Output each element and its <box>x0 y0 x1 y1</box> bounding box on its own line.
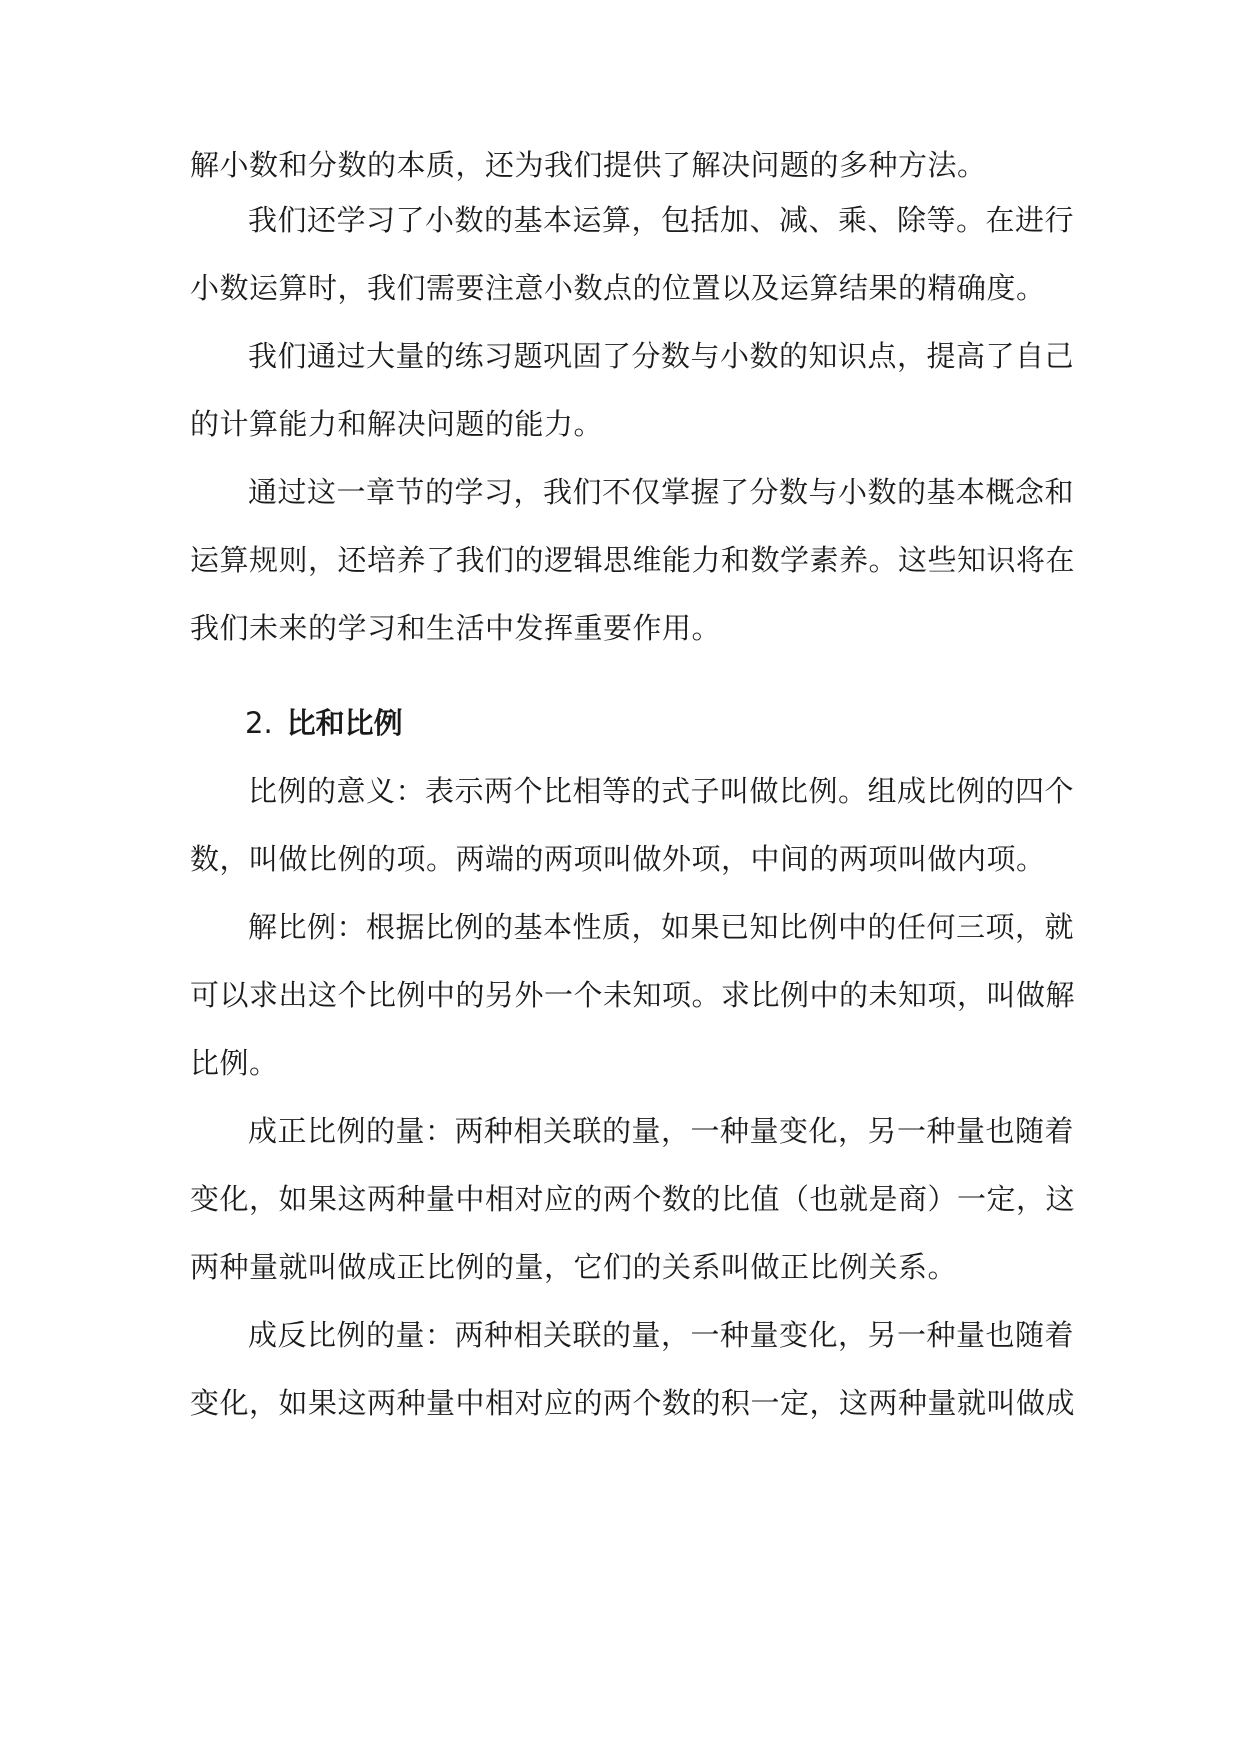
text-line: 我们未来的学习和生活中发挥重要作用。 <box>190 611 722 645</box>
section-heading <box>245 703 403 743</box>
section-title: 比和比例 <box>286 706 403 740</box>
text-line: 两种量就叫做成正比例的量，它们的关系叫做正比例关系。 <box>190 1250 958 1284</box>
document-page <box>190 0 1076 1754</box>
text-line: 运算规则，还培养了我们的逻辑思维能力和数学素养。这些知识将在 <box>190 543 1076 577</box>
text-line: 比例。 <box>190 1046 279 1080</box>
section-number: 2. <box>245 706 273 740</box>
text-line: 成正比例的量：两种相关联的量，一种量变化，另一种量也随着 <box>248 1114 1075 1148</box>
text-line: 数，叫做比例的项。两端的两项叫做外项，中间的两项叫做内项。 <box>190 842 1046 876</box>
text-line: 解小数和分数的本质，还为我们提供了解决问题的多种方法。 <box>190 148 987 182</box>
text-line: 可以求出这个比例中的另外一个未知项。求比例中的未知项，叫做解 <box>190 978 1076 1012</box>
text-line: 我们通过大量的练习题巩固了分数与小数的知识点，提高了自己 <box>248 339 1075 373</box>
text-line: 变化，如果这两种量中相对应的两个数的积一定，这两种量就叫做成 <box>190 1386 1076 1420</box>
text-line: 成反比例的量：两种相关联的量，一种量变化，另一种量也随着 <box>248 1318 1075 1352</box>
text-line: 变化，如果这两种量中相对应的两个数的比值（也就是商）一定，这 <box>190 1182 1076 1216</box>
text-line: 解比例：根据比例的基本性质，如果已知比例中的任何三项，就 <box>248 910 1075 944</box>
text-line: 的计算能力和解决问题的能力。 <box>190 407 604 441</box>
text-line: 比例的意义：表示两个比相等的式子叫做比例。组成比例的四个 <box>248 774 1075 808</box>
text-line: 我们还学习了小数的基本运算，包括加、减、乘、除等。在进行 <box>248 203 1075 237</box>
text-line: 小数运算时，我们需要注意小数点的位置以及运算结果的精确度。 <box>190 271 1046 305</box>
text-line: 通过这一章节的学习，我们不仅掌握了分数与小数的基本概念和 <box>248 475 1075 509</box>
